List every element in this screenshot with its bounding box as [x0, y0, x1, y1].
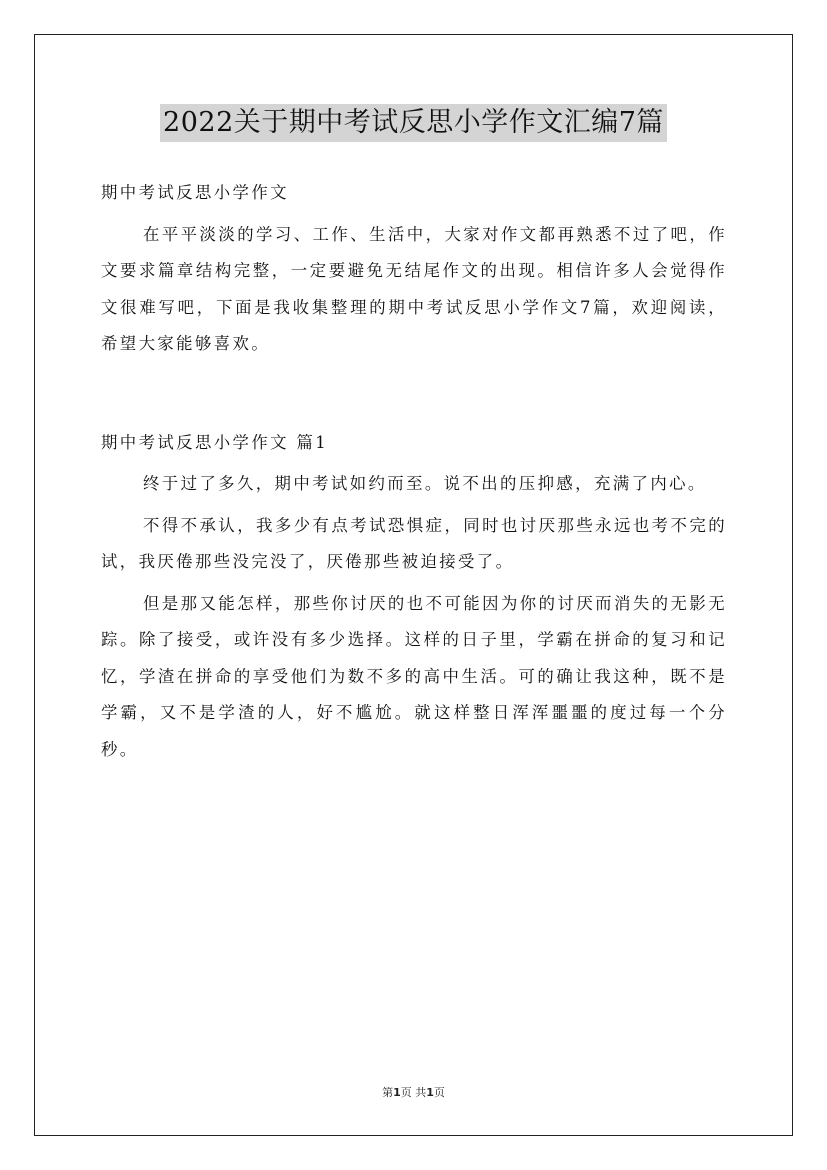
body-paragraph: 但是那又能怎样，那些你讨厌的也不可能因为你的讨厌而消失的无影无踪。除了接受，或许没有多少选择。这样的日子里，学霸在拼命的复习和记忆，学渣在拼命的享受他们为数不多的高中生活。可的确让我这种，既不是学霸，又不是学渣的人，好不尴尬。就这样整日浑浑噩噩的度过每一个分秒。	[101, 593, 727, 759]
body-paragraph: 不得不承认，我多少有点考试恐惧症，同时也讨厌那些永远也考不完的试，我厌倦那些没完没了，厌倦那些被迫接受了。	[101, 515, 727, 571]
document-body	[101, 175, 727, 768]
footer-suffix: 页	[433, 1086, 445, 1099]
section-heading: 期中考试反思小学作文 篇1	[101, 432, 329, 452]
intro-paragraph: 在平平淡淡的学习、工作、生活中，大家对作文都再熟悉不过了吧，作文要求篇章结构完整，一定要避免无结尾作文的出现。相信许多人会觉得作文很难写吧，下面是我收集整理的期中考试反思小学作文7篇，欢迎阅读，希望大家能够喜欢。	[101, 224, 727, 353]
document-title: 2022关于期中考试反思小学作文汇编7篇	[160, 104, 667, 142]
page-footer	[0, 1084, 827, 1100]
body-paragraph: 终于过了多久，期中考试如约而至。说不出的压抑感，充满了内心。	[143, 474, 707, 493]
title-container	[0, 104, 827, 142]
footer-prefix: 第	[382, 1086, 394, 1099]
footer-mid: 页 共	[400, 1086, 427, 1099]
intro-heading: 期中考试反思小学作文	[101, 183, 289, 202]
page-number: 1	[393, 1086, 401, 1099]
page-total: 1	[426, 1086, 434, 1099]
